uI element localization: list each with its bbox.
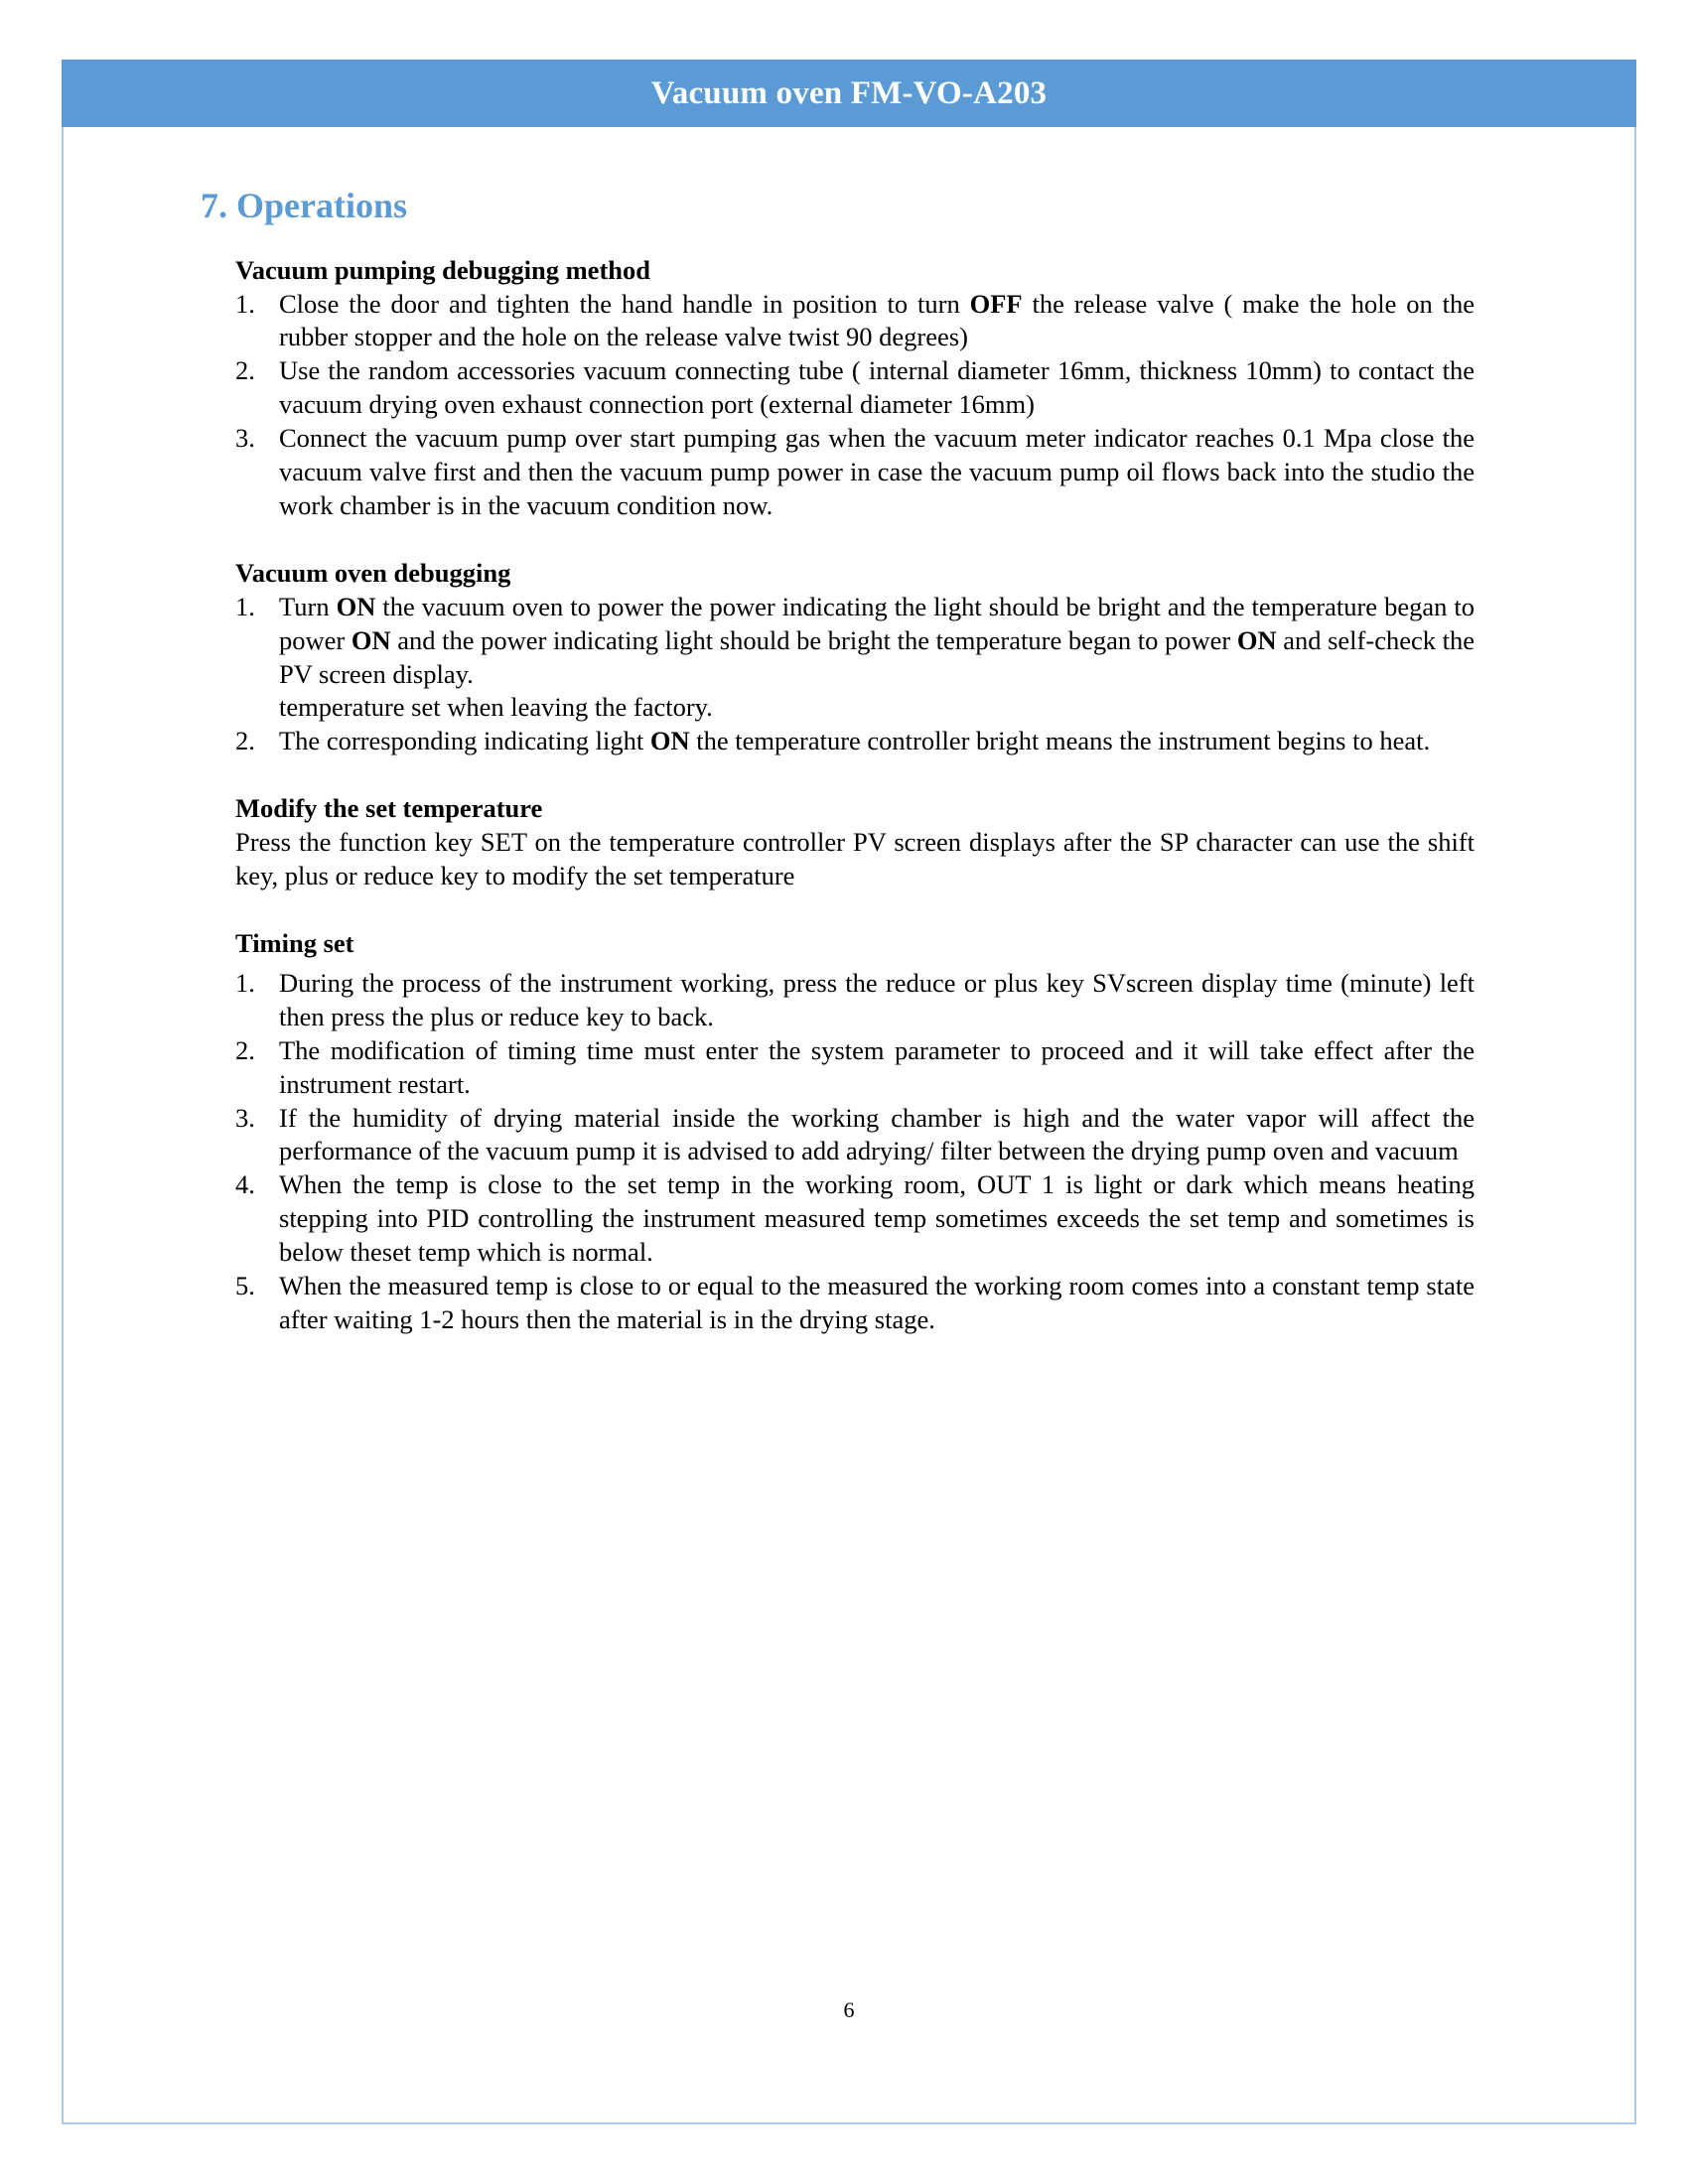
emphasis-on: ON [336, 591, 376, 621]
emphasis-on: ON [351, 624, 391, 655]
list-marker: 1. [235, 288, 255, 319]
page-content [62, 127, 1636, 2122]
list-marker: 2. [235, 726, 255, 756]
list-item-text-part: the vacuum oven to power the power indicating the light should be bright and the temperature began to power [279, 591, 1475, 655]
list-marker: 2. [235, 355, 255, 386]
emphasis-on: ON [1236, 624, 1277, 655]
list-item-text: Use the random accessories vacuum connecting tube ( internal diameter 16mm, thickness 10mm) to contact the vacuum drying oven exhaust connection port (external diameter 16mm) [279, 355, 1475, 420]
subheading-vacuum-oven-debugging: Vacuum oven debugging [235, 557, 511, 588]
list-item [235, 967, 1475, 1034]
list-item [235, 288, 1475, 355]
subheading-timing-set: Timing set [235, 928, 354, 958]
list-item-text-part: Close the door and tighten the hand handle in position to turn [279, 288, 970, 319]
list-marker: 3. [235, 423, 255, 454]
list-item [235, 1102, 1475, 1169]
list-item-text: If the humidity of drying material inside the working chamber is high and the water vapor will affect the performance of the vacuum pump it is advised to add adrying/ filter between the drying pump oven and vacuum [279, 1102, 1475, 1166]
list-marker: 1. [235, 967, 255, 998]
list-marker: 2. [235, 1034, 255, 1065]
list-item [235, 354, 1475, 422]
list-item [235, 1034, 1475, 1102]
list-item [235, 1168, 1475, 1270]
list-marker: 5. [235, 1271, 255, 1301]
list-item [235, 1270, 1475, 1337]
list-item-text: During the process of the instrument working, press the reduce or plus key SVscreen display time (minute) left then press the plus or reduce key to back. [279, 967, 1475, 1031]
list-item-text: When the measured temp is close to or equal to the measured the working room comes into a constant temp state after waiting 1-2 hours then the material is in the drying stage. [279, 1271, 1475, 1334]
list-timing-set [235, 967, 1475, 1337]
list-marker: 3. [235, 1102, 255, 1133]
section-heading: 7. Operations [201, 186, 408, 225]
page-number: 6 [843, 1997, 855, 2022]
list-item-text-part: the temperature controller bright means the instrument begins to heat. [689, 726, 1431, 756]
list-marker: 4. [235, 1169, 255, 1200]
subheading-vacuum-pumping: Vacuum pumping debugging method [235, 254, 650, 285]
list-vacuum-oven-debugging [235, 591, 1475, 759]
page-header-bar [62, 60, 1636, 127]
list-item-text-part: the release valve ( make the hole on the rubber stopper and the hole on the release valve twist 90 degrees) [279, 288, 1475, 352]
paragraph-modify-set-temperature: Press the function key SET on the temperature controller PV screen displays after the SP character can use the shift key, plus or reduce key to modify the set temperature [235, 827, 1475, 891]
list-marker: 1. [235, 591, 255, 621]
list-item-text-part: The corresponding indicating light [279, 726, 650, 756]
list-item [235, 422, 1475, 523]
list-item-extra-line: temperature set when leaving the factory. [279, 692, 713, 723]
emphasis-off: OFF [969, 288, 1023, 319]
list-vacuum-pumping [235, 288, 1475, 523]
body-column [235, 254, 1475, 1337]
emphasis-on: ON [649, 726, 690, 756]
list-item-text: When the temp is close to the set temp in the working room, OUT 1 is light or dark which means heating stepping into PID controlling the instrument measured temp sometimes exceeds the set temp and sometimes is below theset temp which is normal. [279, 1169, 1475, 1268]
list-item [235, 591, 1475, 726]
header-title: Vacuum oven FM-VO-A203 [650, 74, 1048, 111]
subheading-modify-set-temperature: Modify the set temperature [235, 793, 543, 824]
list-item-text-part: Turn [279, 591, 337, 621]
list-item-text-part: and the power indicating light should be bright the temperature began to power [390, 624, 1237, 655]
list-item-text: Connect the vacuum pump over start pumping gas when the vacuum meter indicator reaches 0.1 Mpa close the vacuum valve first and then the vacuum pump power in case the vacuum pump oil flows back into the studio the work chamber is in the vacuum condition now. [279, 423, 1475, 520]
list-item-text: The modification of timing time must enter the system parameter to proceed and it will take effect after the instrument restart. [279, 1034, 1475, 1099]
list-item [235, 725, 1475, 758]
list-item-text-part: and self-check the PV screen display. [279, 624, 1475, 689]
